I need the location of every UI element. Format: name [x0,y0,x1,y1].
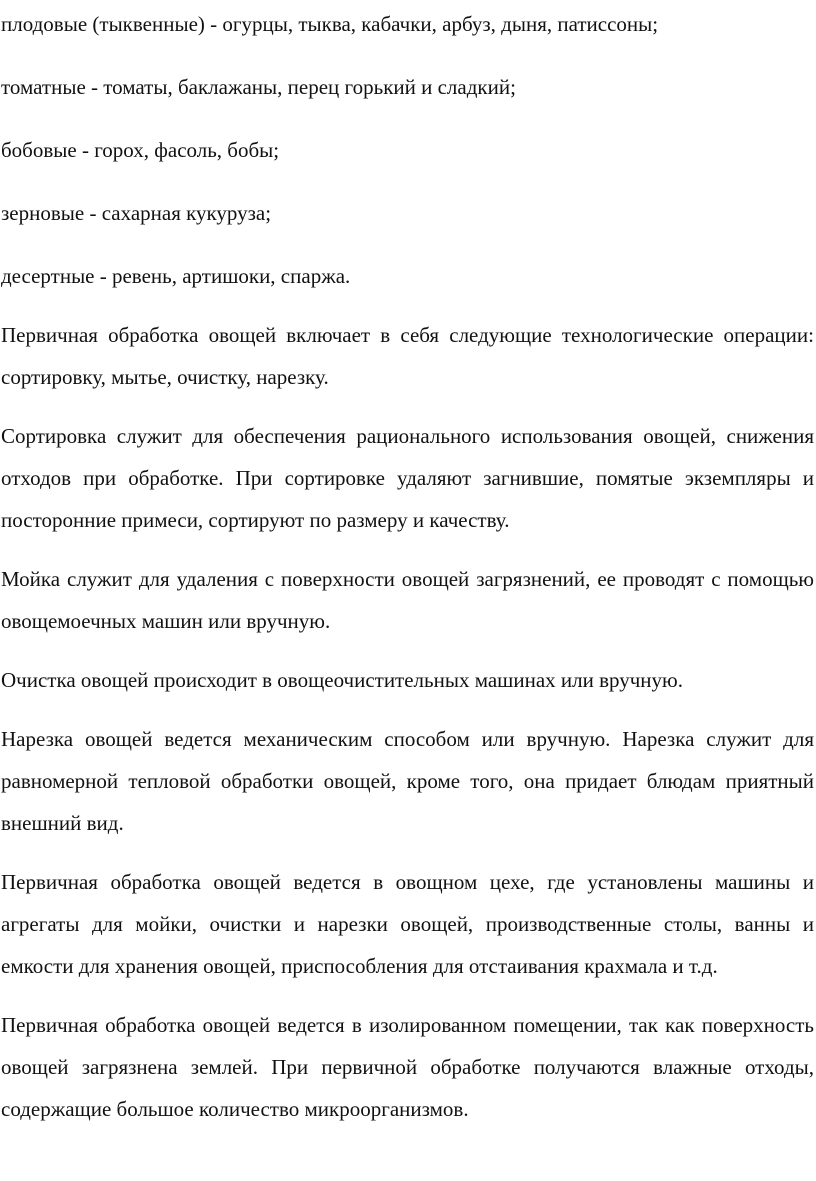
paragraph-isolated-room: Первичная обработка овощей ведется в изолированном помещении, так как поверхность овощей загрязнена землей. При первичной обработке получаются влажные отходы, содержащие большое количество микроорганизмов. [1,1013,814,1121]
paragraph-vegetable-shop: Первичная обработка овощей ведется в овощном цехе, где установлены машины и агрегаты для мойки, очистки и нарезки овощей, производственные столы, ванны и емкости для хранения овощей, приспособления для отстаивания крахмала и т.д. [1,870,814,978]
category-line-legume: бобовые - горох, фасоль, бобы; [1,138,280,162]
vegetable-category-list [1,0,814,297]
paragraph-primary-processing-operations: Первичная обработка овощей включает в себя следующие технологические операции: сортировку, мытье, очистку, нарезку. [1,323,814,389]
paragraph-cutting: Нарезка овощей ведется механическим способом или вручную. Нарезка служит для равномерной тепловой обработки овощей, кроме того, она придает блюдам приятный внешний вид. [1,727,814,835]
category-line-pumpkin: плодовые (тыквенные) - огурцы, тыква, кабачки, арбуз, дыня, патиссоны; [1,12,659,36]
category-line-tomato: томатные - томаты, баклажаны, перец горький и сладкий; [1,75,516,99]
paragraph-washing: Мойка служит для удаления с поверхности овощей загрязнений, ее проводят с помощью овощемоечных машин или вручную. [1,567,814,633]
paragraph-sorting: Сортировка служит для обеспечения рационального использования овощей, снижения отходов при обработке. При сортировке удаляют загнившие, помятые экземпляры и посторонние примеси, сортируют по размеру и качеству. [1,424,814,532]
paragraph-peeling: Очистка овощей происходит в овощеочистительных машинах или вручную. [1,668,683,692]
category-line-dessert: десертные - ревень, артишоки, спаржа. [1,264,351,288]
category-line-grain: зерновые - сахарная кукуруза; [1,201,272,225]
